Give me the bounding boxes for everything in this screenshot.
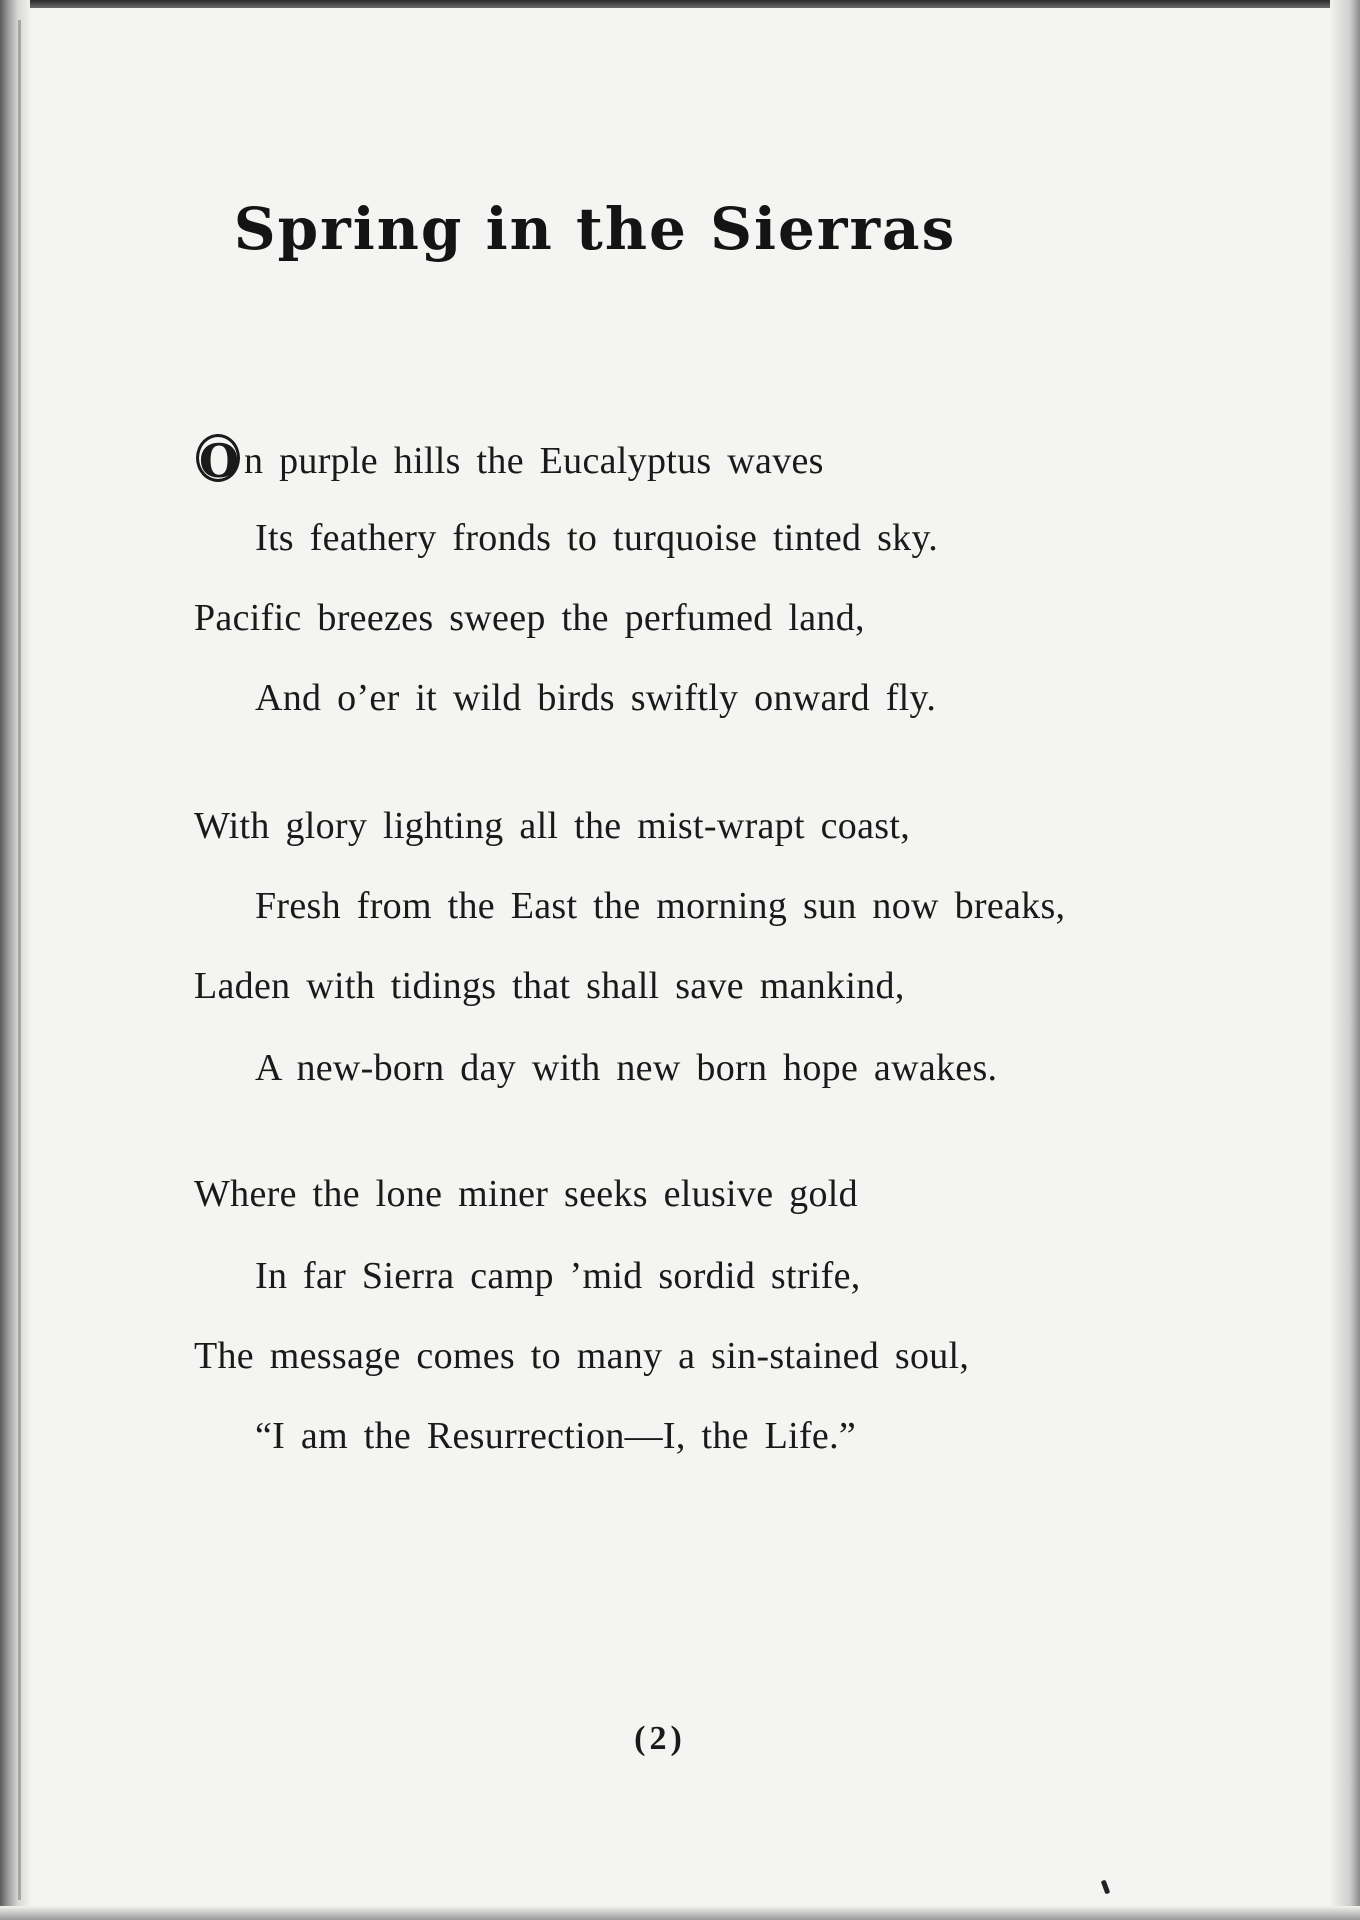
page-number: (2) <box>634 1720 686 1757</box>
poem-line: Where the lone miner seeks elusive gold <box>194 1173 858 1215</box>
poem-line: The message comes to many a sin-stained soul, <box>194 1335 970 1377</box>
poem-line <box>196 434 824 488</box>
poem-line: Its feathery fronds to turquoise tinted sky. <box>255 517 939 559</box>
poem-line: “I am the Resurrection—I, the Life.” <box>255 1415 857 1457</box>
poem-line: Fresh from the East the morning sun now breaks, <box>255 885 1066 927</box>
poem-line-text: n purple hills the Eucalyptus waves <box>244 440 824 482</box>
poem-line: Pacific breezes sweep the perfumed land, <box>194 597 865 639</box>
poem-line: With glory lighting all the mist-wrapt coast, <box>194 805 911 847</box>
drop-cap: O <box>196 434 240 482</box>
poem-line: In far Sierra camp ’mid sordid strife, <box>255 1255 861 1297</box>
poem-line: Laden with tidings that shall save mankind, <box>194 965 905 1007</box>
poem-line: And o’er it wild birds swiftly onward fly. <box>255 677 937 719</box>
poem-line: A new-born day with new born hope awakes. <box>255 1047 998 1089</box>
poem-title: Spring in the Sierras <box>233 195 957 263</box>
